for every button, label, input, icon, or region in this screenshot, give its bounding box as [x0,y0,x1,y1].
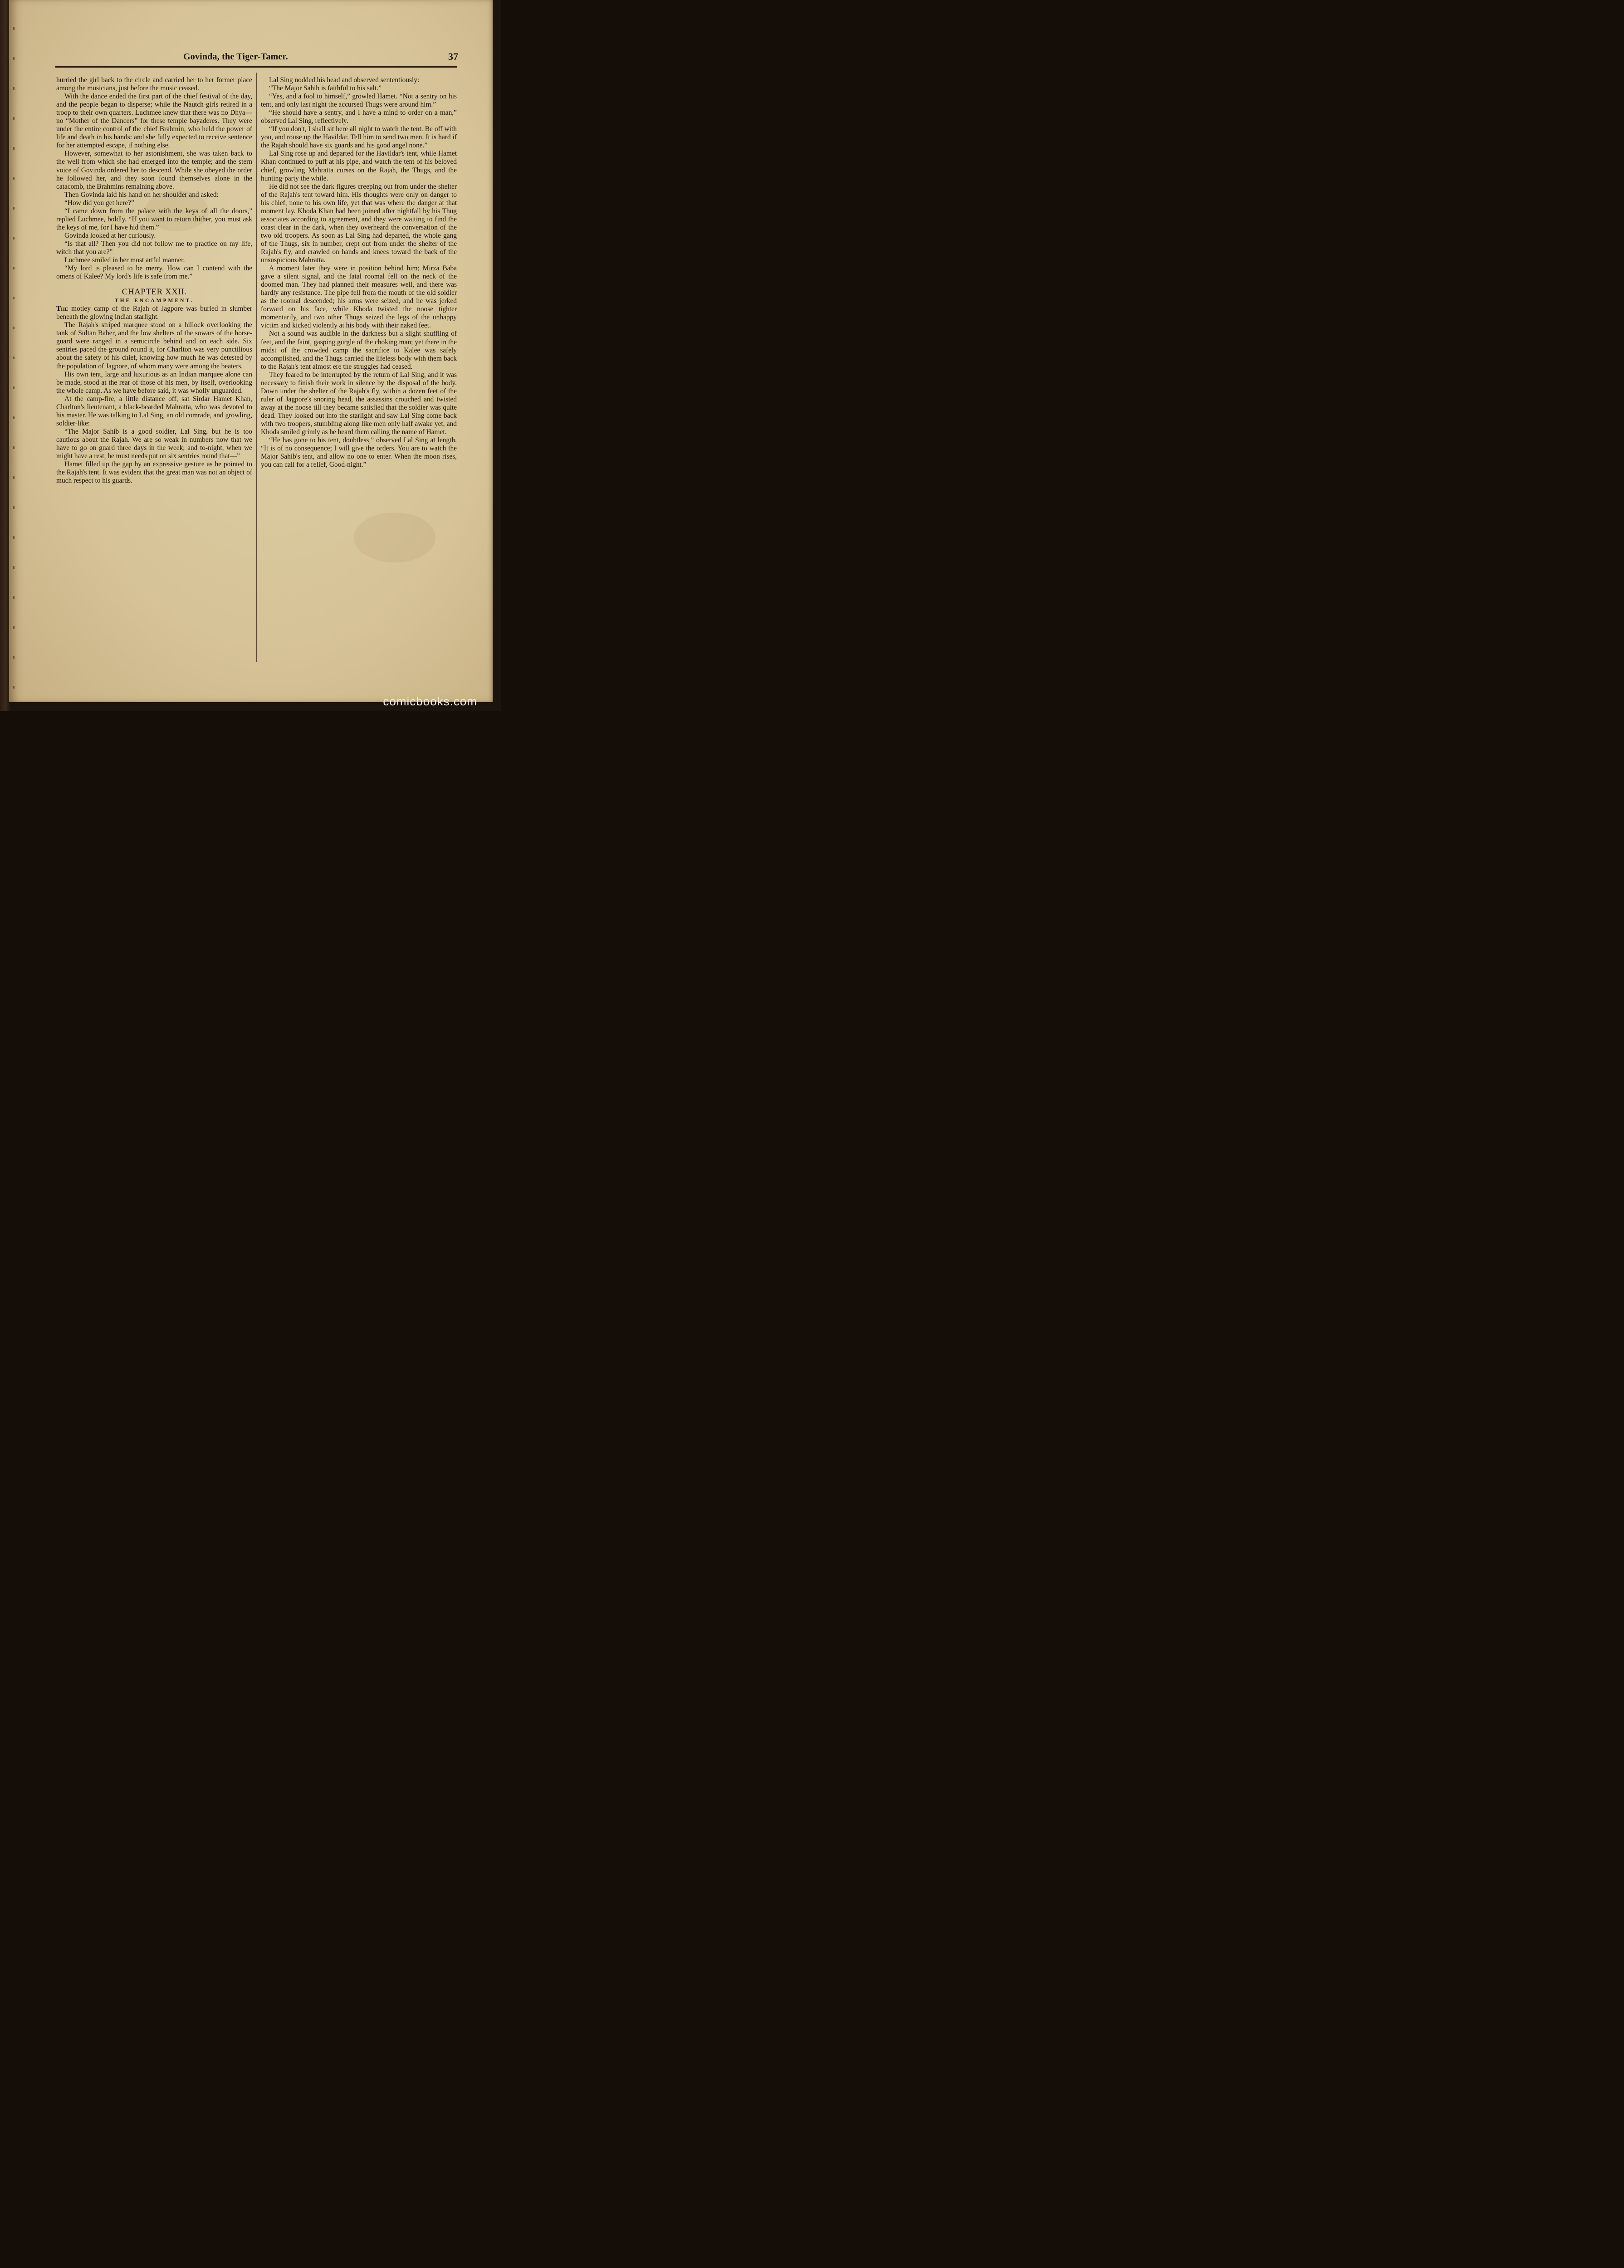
paragraph: At the camp-fire, a little distance off, sat Sirdar Hamet Khan, Charlton's lieutenant, a black-bearded Mahratta, who was devoted to his master. He was talking to Lal Sing, an old comrade, and growling, soldier-like: [56,395,252,427]
binding-stitches [13,0,15,702]
paragraph: His own tent, large and luxurious as an Indian marquee alone can be made, stood at the rear of those of his men, by itself, overlooking the whole camp. As we have before said, it was wholly unguarded. [56,370,252,395]
header-rule [55,66,457,68]
left-paragraphs-after-chapter [56,321,252,485]
paragraph: However, somewhat to her astonishment, she was taken back to the well from which she had emerged into the temple; and the stern voice of Govinda ordered her to descend. While she obeyed the order he followed her, and they soon found themselves alone in the catacomb, the Brahmins remaining above. [56,150,252,191]
paragraph: He did not see the dark figures creeping out from under the shelter of the Rajah's tent toward him. His thoughts were only on danger to his chief, none to his own life, yet that was where the danger at that moment lay. Khoda Khan had been joined after nightfall by his Thug associates according to agreement, and they were waiting to find the coast clear in the dark, when they overheard the conversation of the two old troopers. As soon as Lal Sing had departed, the whole gang of the Thugs, six in number, crept out from under the shelter of the Rajah's fly, and crawled on hands and knees toward the back of the unsuspicious Mahratta. [261,182,457,264]
paragraph: With the dance ended the first part of the chief festival of the day, and the people began to disperse; while the Nautch-girls retired in a troop to their own quarters. Luchmee knew that there was no Dhya—no “Mother of the Dancers” for these temple bayaderes. They were under the entire control of the chief Brahmin, who held the power of life and death in his hands: and she fully expected to receive sentence for her attempted escape, if nothing else. [56,93,252,150]
paragraph: “How did you get here?” [64,199,134,207]
right-paragraphs [261,76,457,469]
paragraph: “I came down from the palace with the keys of all the doors,” replied Luchmee, boldly. “If you want to return thither, you must ask the keys of me, for I have hid them.” [56,207,252,231]
chapter-subtitle: THE ENCAMPMENT. [114,298,194,304]
running-head-title: Govinda, the Tiger-Tamer. [183,52,288,62]
column-divider [256,73,257,662]
chapter-opening-paragraph [56,305,252,321]
right-column [261,76,457,469]
paragraph: “My lord is pleased to be merry. How can I contend with the omens of Kalee? My lord's life is safe from me.” [56,264,252,281]
paragraph: Hamet filled up the gap by an expressive gesture as he pointed to the Rajah's tent. It was evident that the great man was not an object of much respect to his guards. [56,460,252,485]
watermark: comicbooks.com [383,694,477,708]
paragraph: “He should have a sentry, and I have a mind to order on a man,” observed Lal Sing, reflectively. [261,109,457,125]
left-column [56,76,252,485]
chapter-title: CHAPTER XXII. [122,287,187,297]
paragraph: “The Major Sahib is faithful to his salt.” [269,84,382,93]
paper-stain [354,513,435,562]
paragraph: A moment later they were in position behind him; Mirza Baba gave a silent signal, and the fatal roomal fell on the neck of the doomed man. They had planned their measures well, and there was hardly any resistance. The pipe fell from the mouth of the old soldier as the roomal descended; his arms were seized, and he was jerked forward on his face, while Khoda twisted the noose tighter momentarily, and two other Thugs seized the legs of the unhappy victim and kicked violently at his body with their naked feet. [261,264,457,330]
paragraph: Govinda looked at her curiously. [64,231,156,240]
page-number: 37 [448,51,458,62]
paragraph: Luchmee smiled in her most artful manner. [64,256,185,264]
paragraph: Lal Sing rose up and departed for the Havildar's tent, while Hamet Khan continued to puff at his pipe, and watch the tent of his beloved chief, growling Mahratta curses on the Rajah, the Thugs, and the hunting-party the while. [261,150,457,182]
paragraph: They feared to be interrupted by the return of Lal Sing, and it was necessary to finish their work in silence by the disposal of the body. Down under the shelter of the Rajah's fly, within a dozen feet of the ruler of Jagpore's snoring head, the assassins crouched and twisted away at the noose till they became satisfied that the soldier was quite dead. They looked out into the starlight and saw Lal Sing come back with two troopers, stumbling along like men only half awake yet, and Khoda smiled grimly as he heard them calling the name of Hamet. [261,371,457,436]
paragraph: “The Major Sahib is a good soldier, Lal Sing, but he is too cautious about the Rajah. We are so weak in numbers now that we have to go on guard three days in the week; and to-night, when we might have a rest, he must needs put on six sentries round that—” [56,427,252,460]
paragraph: “He has gone to his tent, doubtless,” observed Lal Sing at length. “It is of no consequence; I will give the orders. You are to watch the Major Sahib's tent, and allow no one to enter. When the moon rises, you can call for a relief, Good-night.” [261,436,457,469]
paragraph: “Yes, and a fool to himself,” growled Hamet. “Not a sentry on his tent, and only last night the accursed Thugs were around him.” [261,93,457,109]
paragraph: Then Govinda laid his hand on her shoulder and asked: [64,191,219,199]
paragraph: hurried the girl back to the circle and carried her to her former place among the musicians, just before the music ceased. [56,76,252,93]
paragraph: “If you don't, I shall sit here all night to watch the tent. Be off with you, and rouse up the Havildar. Tell him to send two men. It is hard if the Rajah should have six guards and his good angel none.” [261,125,457,150]
paragraph: The Rajah's striped marquee stood on a hillock overlooking the tank of Sultan Baber, and the low shelters of the sowars of the horse-guard were ranged in a semicircle behind and on each side. Six sentries paced the ground round it, for Charlton was very punctilious about the safety of his chief, knowing how much he was detested by the population of Jagpore, of whom many were among the beaters. [56,321,252,370]
chapter-opening-text: motley camp of the Rajah of Jagpore was buried in slumber beneath the glowing Indian starlight. [56,305,252,321]
running-head [172,52,459,65]
paragraph: “Is that all? Then you did not follow me to practice on my life, witch that you are?” [56,240,252,256]
paragraph: Lal Sing nodded his head and observed sententiously: [269,76,420,84]
left-paragraphs-before-chapter [56,76,252,281]
chapter-lead-word: The [56,305,68,313]
paragraph: Not a sound was audible in the darkness but a slight shuffling of feet, and the faint, gasping gurgle of the choking man; yet there in the midst of the crowded camp the sacrifice to Kalee was safely accomplished, and the Thugs carried the lifeless body with them back to the Rajah's tent almost ere the struggles had ceased. [261,330,457,371]
